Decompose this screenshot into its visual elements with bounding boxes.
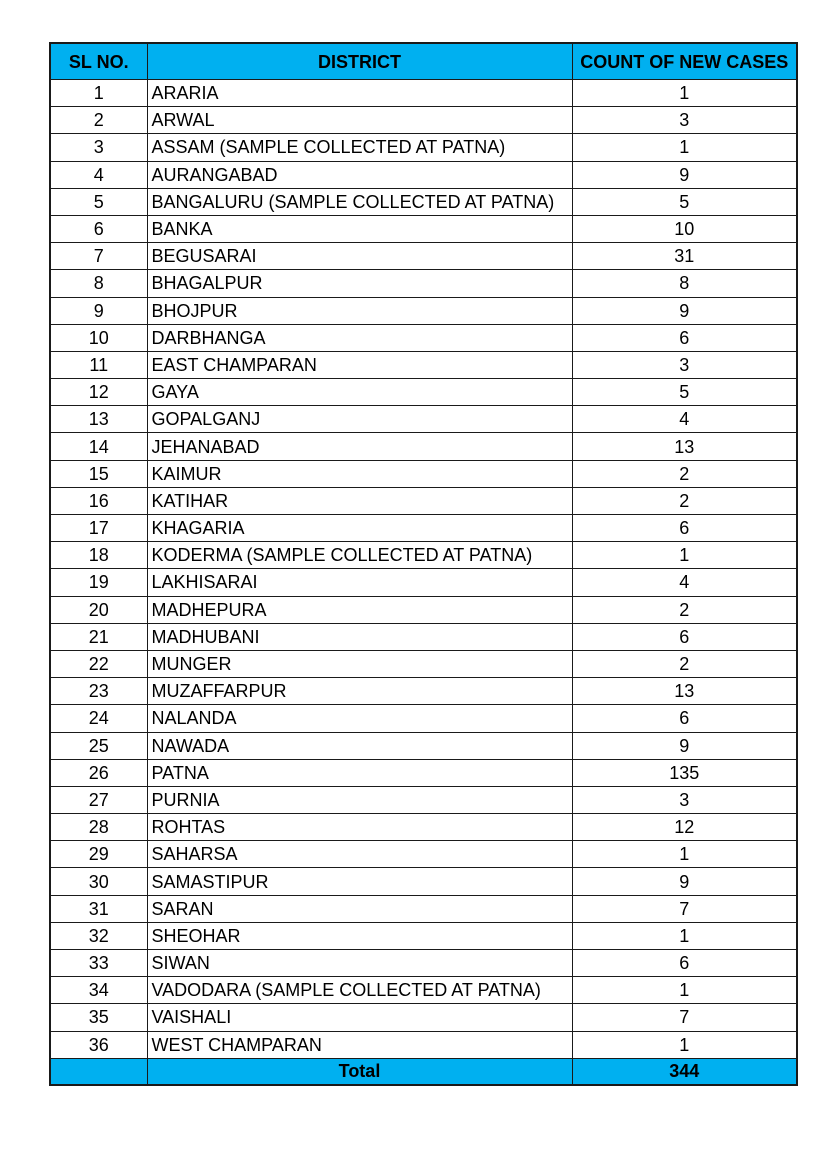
sl-cell: 22 [50, 650, 147, 677]
count-cell: 1 [572, 841, 797, 868]
table-row [50, 460, 797, 487]
count-cell: 6 [572, 705, 797, 732]
sl-cell: 34 [50, 977, 147, 1004]
district-cell: NAWADA [147, 732, 572, 759]
table-row [50, 705, 797, 732]
table-row [50, 1004, 797, 1031]
sl-cell: 36 [50, 1031, 147, 1058]
district-cell: SAMASTIPUR [147, 868, 572, 895]
sl-cell: 17 [50, 515, 147, 542]
count-cell: 31 [572, 243, 797, 270]
sl-cell: 11 [50, 351, 147, 378]
sl-cell: 27 [50, 786, 147, 813]
count-cell: 12 [572, 814, 797, 841]
count-cell: 13 [572, 678, 797, 705]
table-row [50, 678, 797, 705]
header-district: DISTRICT [147, 43, 572, 80]
total-sl-cell [50, 1058, 147, 1085]
sl-cell: 25 [50, 732, 147, 759]
district-cell: EAST CHAMPARAN [147, 351, 572, 378]
district-cell: KATIHAR [147, 487, 572, 514]
table-row [50, 80, 797, 107]
table-row [50, 868, 797, 895]
table-row [50, 977, 797, 1004]
count-cell: 9 [572, 732, 797, 759]
count-cell: 9 [572, 297, 797, 324]
sl-cell: 14 [50, 433, 147, 460]
sl-cell: 10 [50, 324, 147, 351]
district-cell: PATNA [147, 759, 572, 786]
count-cell: 9 [572, 868, 797, 895]
sl-cell: 2 [50, 107, 147, 134]
sl-cell: 19 [50, 569, 147, 596]
district-cell: WEST CHAMPARAN [147, 1031, 572, 1058]
sl-cell: 8 [50, 270, 147, 297]
sl-cell: 6 [50, 215, 147, 242]
sl-cell: 16 [50, 487, 147, 514]
table-row [50, 650, 797, 677]
header-count: COUNT OF NEW CASES [572, 43, 797, 80]
table-row [50, 841, 797, 868]
table-row [50, 270, 797, 297]
count-cell: 3 [572, 786, 797, 813]
table-row [50, 814, 797, 841]
count-cell: 6 [572, 950, 797, 977]
count-cell: 7 [572, 895, 797, 922]
district-cell: KHAGARIA [147, 515, 572, 542]
count-cell: 2 [572, 487, 797, 514]
table-row [50, 515, 797, 542]
sl-cell: 20 [50, 596, 147, 623]
sl-cell: 35 [50, 1004, 147, 1031]
count-cell: 1 [572, 977, 797, 1004]
district-cell: KODERMA (SAMPLE COLLECTED AT PATNA) [147, 542, 572, 569]
table-row [50, 542, 797, 569]
district-cases-table [49, 42, 798, 1086]
count-cell: 2 [572, 460, 797, 487]
count-cell: 2 [572, 650, 797, 677]
table-row [50, 433, 797, 460]
table-row [50, 406, 797, 433]
total-row [50, 1058, 797, 1085]
count-cell: 7 [572, 1004, 797, 1031]
count-cell: 9 [572, 161, 797, 188]
table-row [50, 596, 797, 623]
count-cell: 135 [572, 759, 797, 786]
sl-cell: 9 [50, 297, 147, 324]
count-cell: 13 [572, 433, 797, 460]
sl-cell: 1 [50, 80, 147, 107]
district-cell: SAHARSA [147, 841, 572, 868]
sl-cell: 32 [50, 922, 147, 949]
sl-cell: 21 [50, 623, 147, 650]
sl-cell: 15 [50, 460, 147, 487]
sl-cell: 12 [50, 379, 147, 406]
table-row [50, 324, 797, 351]
sl-cell: 5 [50, 188, 147, 215]
sl-cell: 4 [50, 161, 147, 188]
district-cell: KAIMUR [147, 460, 572, 487]
count-cell: 2 [572, 596, 797, 623]
count-cell: 3 [572, 351, 797, 378]
count-cell: 6 [572, 515, 797, 542]
district-cell: MUZAFFARPUR [147, 678, 572, 705]
district-cell: BEGUSARAI [147, 243, 572, 270]
district-cell: VAISHALI [147, 1004, 572, 1031]
count-cell: 1 [572, 922, 797, 949]
header-row [50, 43, 797, 80]
sl-cell: 28 [50, 814, 147, 841]
table-row [50, 161, 797, 188]
sl-cell: 13 [50, 406, 147, 433]
district-cell: JEHANABAD [147, 433, 572, 460]
district-cell: GAYA [147, 379, 572, 406]
sl-cell: 23 [50, 678, 147, 705]
count-cell: 5 [572, 379, 797, 406]
count-cell: 4 [572, 406, 797, 433]
count-cell: 6 [572, 324, 797, 351]
count-cell: 1 [572, 134, 797, 161]
sl-cell: 30 [50, 868, 147, 895]
district-cell: ARARIA [147, 80, 572, 107]
table-row [50, 297, 797, 324]
district-cell: NALANDA [147, 705, 572, 732]
header-sl-no: SL NO. [50, 43, 147, 80]
total-label: Total [147, 1058, 572, 1085]
table-header [50, 43, 797, 80]
table-row [50, 1031, 797, 1058]
table-row [50, 188, 797, 215]
sl-cell: 18 [50, 542, 147, 569]
district-cell: ROHTAS [147, 814, 572, 841]
district-cell: GOPALGANJ [147, 406, 572, 433]
table-row [50, 487, 797, 514]
count-cell: 4 [572, 569, 797, 596]
count-cell: 5 [572, 188, 797, 215]
table-row [50, 895, 797, 922]
table-row [50, 107, 797, 134]
cases-table-container [49, 42, 796, 1086]
count-cell: 6 [572, 623, 797, 650]
table-row [50, 569, 797, 596]
district-cell: SIWAN [147, 950, 572, 977]
district-cell: ASSAM (SAMPLE COLLECTED AT PATNA) [147, 134, 572, 161]
count-cell: 3 [572, 107, 797, 134]
table-row [50, 950, 797, 977]
table-row [50, 215, 797, 242]
district-cell: SARAN [147, 895, 572, 922]
sl-cell: 3 [50, 134, 147, 161]
district-cell: MADHUBANI [147, 623, 572, 650]
sl-cell: 29 [50, 841, 147, 868]
district-cell: BHAGALPUR [147, 270, 572, 297]
district-cell: BANGALURU (SAMPLE COLLECTED AT PATNA) [147, 188, 572, 215]
district-cell: ARWAL [147, 107, 572, 134]
district-cell: LAKHISARAI [147, 569, 572, 596]
district-cell: MUNGER [147, 650, 572, 677]
district-cell: MADHEPURA [147, 596, 572, 623]
sl-cell: 31 [50, 895, 147, 922]
count-cell: 1 [572, 1031, 797, 1058]
table-row [50, 732, 797, 759]
table-row [50, 134, 797, 161]
table-row [50, 786, 797, 813]
district-cell: BANKA [147, 215, 572, 242]
table-row [50, 379, 797, 406]
table-row [50, 351, 797, 378]
sl-cell: 7 [50, 243, 147, 270]
table-footer [50, 1058, 797, 1085]
count-cell: 1 [572, 542, 797, 569]
table-row [50, 922, 797, 949]
total-count: 344 [572, 1058, 797, 1085]
sl-cell: 33 [50, 950, 147, 977]
district-cell: PURNIA [147, 786, 572, 813]
district-cell: SHEOHAR [147, 922, 572, 949]
district-cell: DARBHANGA [147, 324, 572, 351]
district-cell: BHOJPUR [147, 297, 572, 324]
district-cell: AURANGABAD [147, 161, 572, 188]
sl-cell: 24 [50, 705, 147, 732]
district-cell: VADODARA (SAMPLE COLLECTED AT PATNA) [147, 977, 572, 1004]
count-cell: 1 [572, 80, 797, 107]
table-row [50, 759, 797, 786]
table-row [50, 623, 797, 650]
count-cell: 8 [572, 270, 797, 297]
count-cell: 10 [572, 215, 797, 242]
sl-cell: 26 [50, 759, 147, 786]
table-row [50, 243, 797, 270]
table-body [50, 80, 797, 1059]
